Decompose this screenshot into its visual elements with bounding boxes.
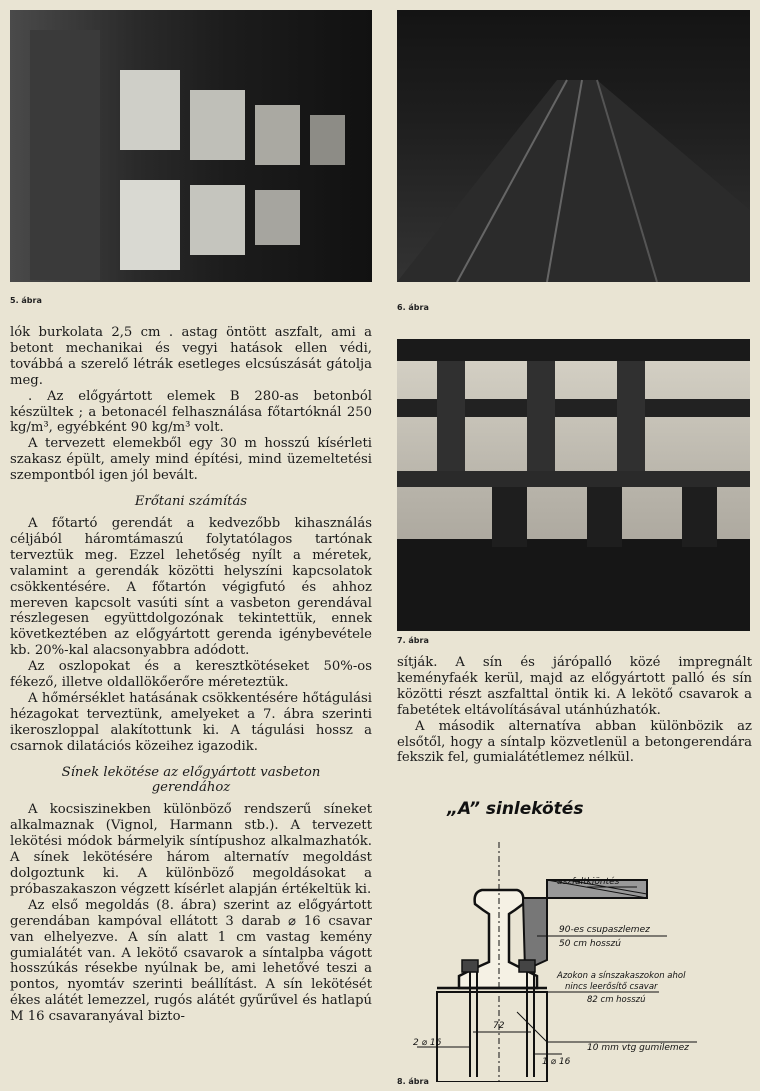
paragraph: lók burkolata 2,5 cm . astag öntött aszfalt, ami a betont mechanikai és vegyi hatások ellen védi, továbbá a szerelő létrák esetleges elcsúszását gátolja meg. — [10, 325, 372, 388]
paragraph: Az oszlopokat és a keresztkötéseket 50%-os fékező, illetve oldallökőerőre méreteztük. — [10, 659, 372, 691]
figure-8-diagram — [397, 792, 752, 1082]
label-rubber-length: 50 cm hosszú — [559, 939, 621, 949]
figure-5-illustration — [10, 10, 372, 282]
figure-7-caption: 7. ábra — [397, 636, 429, 645]
figure-7-photo — [397, 339, 750, 631]
figure-5-caption: 5. ábra — [10, 296, 42, 305]
timber-wedge — [523, 898, 547, 970]
label-note-line1: Azokon a sínszakaszokon ahol — [557, 971, 686, 981]
label-note-line2: nincs leerősítő csavar — [565, 982, 658, 992]
paragraph: A második alternatíva abban különbözik az elsőtől, hogy a síntalp közvetlenül a betongerendára fekszik fel, gumialátétlemez nélkül. — [397, 718, 752, 766]
paragraph: A kocsiszinekben különböző rendszerű síneket alkalmaznak (Vignol, Harmann stb.). A tervezett lekötési módok bármelyik síntípushoz alkalmazhatók. A sínek lekötésére három alternatív megoldást dolgoztunk ki. A különböző megoldásokat a próbaszakaszon végzett kísérlet alapján értékeltük ki. — [10, 802, 372, 897]
figure-8-caption: 8. ábra — [397, 1077, 429, 1086]
figure-6-caption: 6. ábra — [397, 303, 429, 312]
label-note-line3: 82 cm hosszú — [587, 995, 646, 1005]
nut — [519, 960, 535, 972]
paragraph: sítják. A sín és járópalló közé impregnált keményfaék kerül, majd az előgyártott palló és sín közötti részt aszfalttal öntik ki. A lekötő csavarok a fabetétek eltávolításával utánhúzhatók. — [397, 655, 752, 718]
right-text-column — [397, 655, 752, 766]
dimension-label: 72 — [493, 1021, 505, 1031]
concrete-beam — [437, 992, 547, 1082]
left-text-column — [10, 325, 372, 1025]
nut — [462, 960, 478, 972]
figure-6-photo — [397, 10, 750, 282]
label-bolt-single: 1 ⌀ 16 — [542, 1057, 571, 1067]
rail-fastening-drawing — [397, 792, 752, 1082]
section-heading: Sínek lekötése az előgyártott vasbeton gerendához — [61, 764, 321, 796]
paragraph: A tervezett elemekből egy 30 m hosszú kísérleti szakasz épült, amely mind építési, mind üzemeltetési szempontból igen jól bevált. — [10, 436, 372, 484]
paragraph: . Az előgyártott elemek B 280-as betonból készültek ; a betonacél felhasználása főtartóknál 250 kg/m³, egyébként 90 kg/m³ volt. — [10, 388, 372, 436]
figure-5-photo — [10, 10, 372, 282]
label-rubber-plate: 90-es csupaszlemez — [559, 925, 650, 935]
diagram-title: „A” sinlekötés — [447, 799, 584, 819]
label-asphalt: aszfaltkiöntés — [557, 877, 620, 887]
paragraph: A főtartó gerendát a kedvezőbb kihasználás céljából háromtámaszú folytatólagos tartónak terveztük meg. Ezzel lehetőség nyílt a méretek, valamint a gerendák közötti helyszíni kapcsolatok csökkentésére. A főtartón végigfutó és ahhoz mereven kapcsolt vasúti sínt a vasbeton gerendával részlegesen együttdolgozónak tekintettük, ennek következtében az előgyártott gerenda igénybevétele kb. 20%-kal alacsonyabbra adódott. — [10, 515, 372, 659]
label-rubber-pad: 10 mm vtg gumilemez — [587, 1043, 689, 1053]
figure-7-illustration — [397, 339, 750, 631]
label-bolts-pair: 2 ⌀ 16 — [413, 1038, 442, 1048]
paragraph: Az első megoldás (8. ábra) szerint az előgyártott gerendában kampóval ellátott 3 darab ⌀ 16 csavar van elhelyezve. A sín alatt 1 cm vastag kemény gumialátét van. A lekötő csavarok a síntalpba vágott hosszúkás résekbe nyúlnak be, ami lehetővé teszi a pontos, nyomtáv szerinti beállítást. A sín lekötését ékes alátét lemezzel, rugós alátét gyűrűvel és hatlapú M 16 csavaranyával bizto- — [10, 897, 372, 1025]
section-heading: Erőtani számítás — [134, 494, 248, 510]
figure-6-illustration — [397, 10, 750, 282]
paragraph: A hőmérséklet hatásának csökkentésére hőtágulási hézagokat terveztünk, amelyeket a 7. ábra szerinti ikeroszloppal alakítottunk ki. A tágulási hossz a csarnok dilatációs közeihez igazodik. — [10, 690, 372, 754]
